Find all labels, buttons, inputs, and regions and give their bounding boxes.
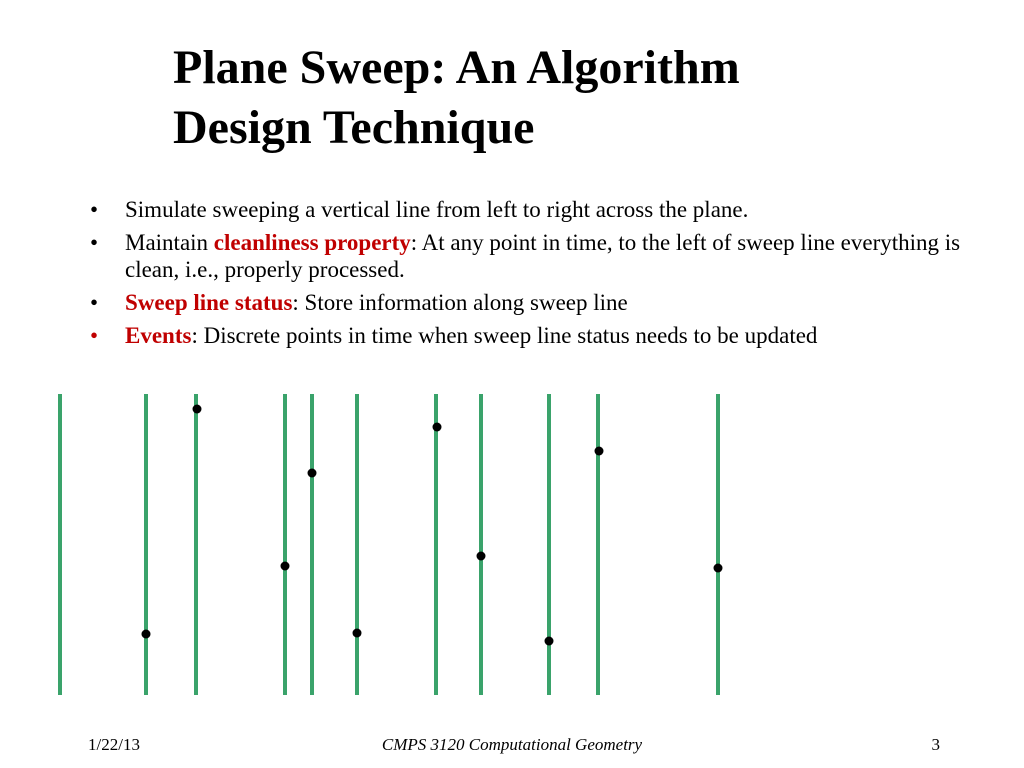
bullet-text: : Store information along sweep line	[292, 290, 628, 315]
bullet-highlight-text: cleanliness property	[213, 230, 411, 255]
bullet-text: Simulate sweeping a vertical line from left to right across the plane.	[125, 197, 749, 222]
bullet-marker: •	[90, 197, 99, 222]
event-point	[595, 447, 604, 456]
bullet-text: : Discrete points in time when sweep line status needs to be updated	[191, 323, 818, 348]
event-point	[714, 564, 723, 573]
title-line-1: Plane Sweep: An Algorithm	[173, 41, 740, 94]
event-point	[353, 629, 362, 638]
footer-course: CMPS 3120 Computational Geometry	[381, 735, 643, 754]
bullet-highlight-text: Events	[125, 323, 192, 348]
event-point	[545, 637, 554, 646]
bullet-highlight-text: Sweep line status	[125, 290, 293, 315]
event-point	[142, 630, 151, 639]
footer-date: 1/22/13	[88, 735, 140, 754]
event-point	[193, 405, 202, 414]
event-point	[281, 562, 290, 571]
bullet-marker: •	[90, 323, 99, 348]
bullet-marker: •	[90, 290, 99, 315]
event-point	[477, 552, 486, 561]
footer-page-number: 3	[931, 735, 940, 754]
bullet-marker: •	[90, 230, 99, 255]
event-point	[433, 423, 442, 432]
event-point	[308, 469, 317, 478]
bullet-text: : At any point in time, to the left of sweep line everything is clean, i.e., properly processed.	[125, 230, 961, 282]
title-line-2: Design Technique	[173, 101, 535, 154]
bullet-text: Maintain	[125, 230, 214, 255]
